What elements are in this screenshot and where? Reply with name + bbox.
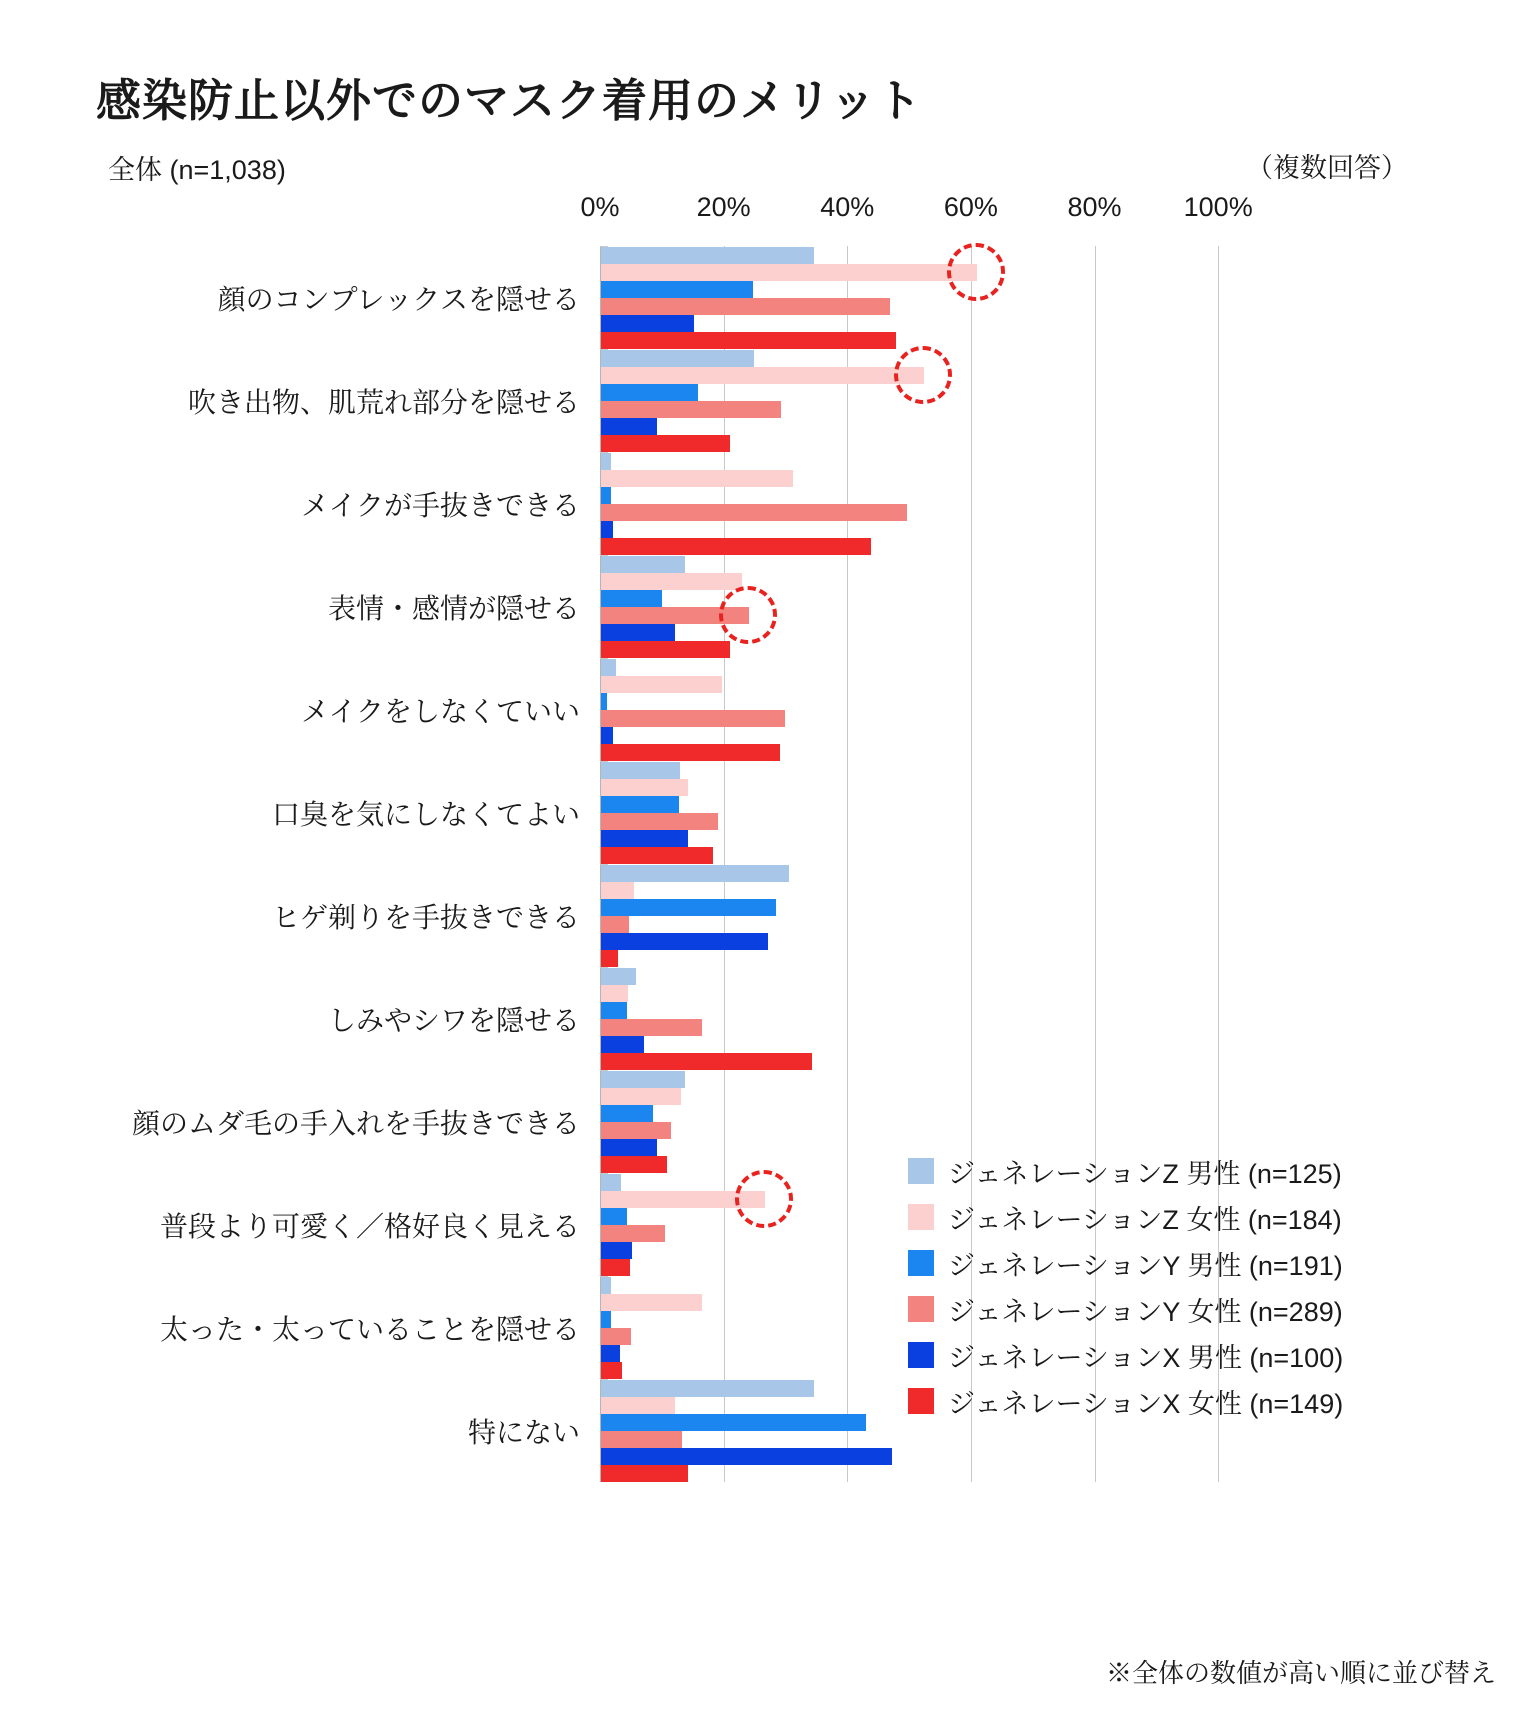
multi-answer-note: （複数回答）	[1246, 153, 1408, 183]
bar	[601, 968, 636, 985]
bar	[601, 830, 688, 847]
bar	[601, 538, 871, 555]
bar	[601, 367, 924, 384]
bar	[601, 521, 613, 538]
category-label: 顔のムダ毛の手入れを手抜きできる	[131, 1107, 580, 1139]
legend-color-swatch	[908, 1388, 934, 1414]
category-label: 吹き出物、肌荒れ部分を隠せる	[187, 386, 580, 418]
category-label: メイクが手抜きできる	[301, 489, 580, 521]
legend-color-swatch	[908, 1296, 934, 1322]
bar	[601, 1088, 681, 1105]
sort-note: ※全体の数値が高い順に並び替え	[1105, 1658, 1496, 1688]
category-label: 口臭を気にしなくてよい	[271, 798, 580, 830]
x-axis-tick-label: 0%	[580, 192, 620, 222]
bar	[601, 624, 675, 641]
bar	[601, 590, 662, 607]
bar	[601, 985, 628, 1002]
bar	[601, 1362, 622, 1379]
bar	[601, 727, 613, 744]
bar	[601, 847, 713, 864]
bar	[601, 453, 611, 470]
bar	[601, 435, 730, 452]
highlight-circle-annotation	[894, 346, 952, 404]
legend-item[interactable]	[908, 1378, 1428, 1424]
bar	[601, 1036, 644, 1053]
highlight-circle-annotation	[719, 586, 777, 644]
highlight-circle-annotation	[947, 243, 1005, 301]
legend-color-swatch	[908, 1158, 934, 1184]
bar	[601, 470, 793, 487]
bar	[601, 1105, 653, 1122]
bar	[601, 350, 754, 367]
legend-color-swatch	[908, 1204, 934, 1230]
category-label: 特にない	[467, 1416, 580, 1448]
legend-item[interactable]	[908, 1194, 1428, 1240]
bar	[601, 1380, 814, 1397]
category-label: ヒゲ剃りを手抜きできる	[271, 901, 580, 933]
x-axis-tick-label: 100%	[1183, 192, 1253, 222]
bar	[601, 281, 753, 298]
bar	[601, 298, 890, 315]
bar	[601, 1053, 812, 1070]
bar	[601, 332, 896, 349]
bar	[601, 1156, 667, 1173]
legend-item-label: ジェネレーションZ 女性 (n=184)	[948, 1204, 1342, 1235]
x-axis-tick-label: 20%	[696, 192, 751, 222]
bar	[601, 659, 616, 676]
x-axis-tick-label: 60%	[943, 192, 998, 222]
bar	[601, 504, 907, 521]
highlight-circle-annotation	[735, 1170, 793, 1228]
bar	[601, 384, 698, 401]
bar	[601, 865, 789, 882]
bar	[601, 762, 680, 779]
bar	[601, 1071, 685, 1088]
bar	[601, 556, 685, 573]
bar	[601, 247, 814, 264]
x-axis-tick-label: 80%	[1067, 192, 1122, 222]
bar	[601, 744, 780, 761]
legend-color-swatch	[908, 1250, 934, 1276]
bar	[601, 1448, 892, 1465]
legend-item-label: ジェネレーションX 男性 (n=100)	[948, 1342, 1344, 1373]
bar	[601, 264, 977, 281]
bar	[601, 693, 607, 710]
bar	[601, 1002, 627, 1019]
page-title: 感染防止以外でのマスク着用のメリット	[96, 75, 923, 126]
bar	[601, 1397, 675, 1414]
bar	[601, 641, 730, 658]
category-label: 太った・太っていることを隠せる	[159, 1313, 580, 1345]
x-axis-tick-label: 40%	[820, 192, 875, 222]
bar	[601, 950, 618, 967]
bar	[601, 1139, 657, 1156]
bar	[601, 1122, 671, 1139]
bar	[601, 916, 629, 933]
legend-item[interactable]	[908, 1148, 1428, 1194]
category-label: しみやシワを隠せる	[327, 1004, 580, 1036]
bar	[601, 1019, 702, 1036]
bar	[601, 1431, 682, 1448]
bar	[601, 882, 634, 899]
category-label: メイクをしなくていい	[301, 695, 580, 727]
bar	[601, 418, 657, 435]
chart-legend	[908, 1148, 1428, 1424]
bar	[601, 1225, 665, 1242]
bar	[601, 315, 694, 332]
bar	[601, 796, 679, 813]
bar	[601, 813, 718, 830]
legend-item-label: ジェネレーションZ 男性 (n=125)	[948, 1158, 1342, 1189]
bar	[601, 573, 742, 590]
bar	[601, 779, 688, 796]
bar	[601, 1465, 688, 1482]
category-label: 普段より可愛く／格好良く見える	[159, 1210, 580, 1242]
bar	[601, 676, 722, 693]
category-label: 表情・感情が隠せる	[327, 592, 580, 624]
bar	[601, 1294, 702, 1311]
legend-color-swatch	[908, 1342, 934, 1368]
gridline-40	[847, 246, 848, 1482]
bar	[601, 487, 611, 504]
bar	[601, 1208, 627, 1225]
legend-item-label: ジェネレーションY 女性 (n=289)	[948, 1296, 1343, 1327]
bar	[601, 1174, 621, 1191]
legend-item[interactable]	[908, 1332, 1428, 1378]
bar	[601, 933, 768, 950]
bar	[601, 710, 785, 727]
bar	[601, 1259, 630, 1276]
legend-item[interactable]	[908, 1240, 1428, 1286]
bar	[601, 899, 776, 916]
sample-size-label: 全体 (n=1,038)	[108, 155, 286, 185]
bar	[601, 401, 781, 418]
bar	[601, 1328, 631, 1345]
bar	[601, 1414, 866, 1431]
bar	[601, 1345, 620, 1362]
bar	[601, 1311, 611, 1328]
legend-item-label: ジェネレーションY 男性 (n=191)	[948, 1250, 1343, 1281]
bar	[601, 1277, 611, 1294]
legend-item[interactable]	[908, 1286, 1428, 1332]
legend-item-label: ジェネレーションX 女性 (n=149)	[948, 1388, 1344, 1419]
bar	[601, 1242, 632, 1259]
category-label: 顔のコンプレックスを隠せる	[217, 283, 580, 315]
